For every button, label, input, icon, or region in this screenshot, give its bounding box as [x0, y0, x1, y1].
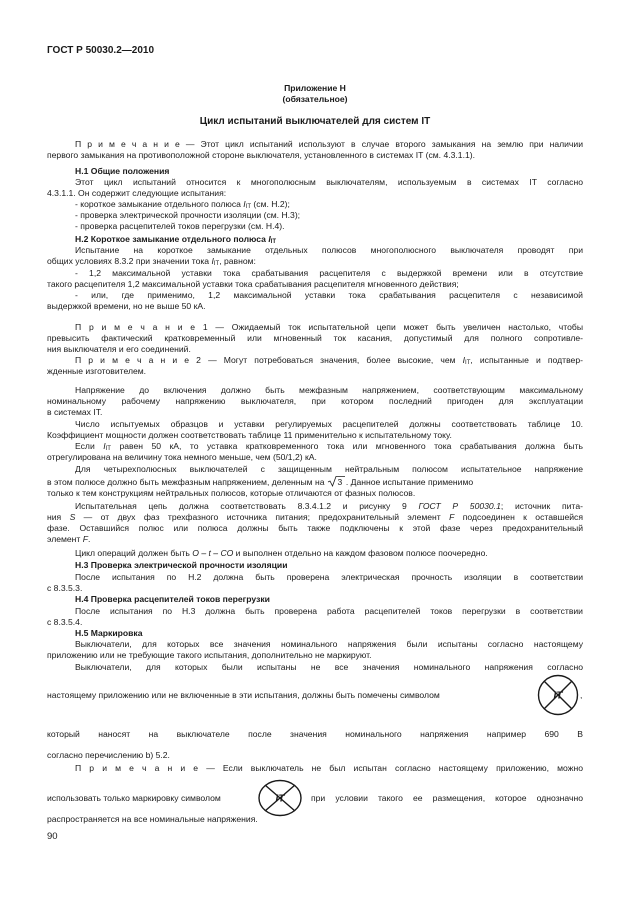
- symbol-comma: ,: [580, 690, 583, 700]
- h2-line-2: общих условиях 8.3.2 при значении тока $I_{IT}$, равном:: [47, 256, 256, 267]
- if-line-1: Если $I_{IT}$ равен 50 кА, то уставка кратковременного тока или мгновенного тока срабатывания должна быть: [75, 441, 583, 452]
- note-2-line-1: П р и м е ч а н и е 2 — Могут потребоваться значения, более высокие, чем $I_{IT}$, испытанные и подтвер-: [75, 355, 583, 366]
- note-1-line-2: превысить фактический кратковременный или мгновенный ток касания, допустимый для полного сопротивле-: [47, 333, 583, 343]
- h5-line-1: Выключатели, для которых все значения номинального напряжения были испытаны согласно настоящему: [75, 639, 583, 649]
- note-1-line-1: П р и м е ч а н и е 1 — Ожидаемый ток испытательной цепи может быть увеличен настолько, чтобы: [75, 322, 583, 332]
- h5-line-2: приложению или не требующие такого испытания, дополнительно не маркируют.: [47, 650, 372, 660]
- h2-line-1: Испытание на короткое замыкание отдельных полюсов многополюсного выключателя проводят при: [75, 245, 583, 255]
- h4-line-2: с 8.3.5.4.: [47, 617, 83, 627]
- section-h1-title: Н.1 Общие положения: [75, 166, 170, 176]
- h5-line-5: который наносят на выключателе после значения номинального напряжения например 690 В: [47, 729, 583, 739]
- if-line-2: отрегулирована на величину тока немного меньше, чем (50/1,2) кА.: [47, 452, 317, 462]
- note-3-line-3: распространяется на все номинальные напряжения.: [47, 814, 258, 824]
- svg-text:IT: IT: [275, 793, 285, 805]
- h5-line-4: настоящему приложению или не включенные в эти испытания, должны быть помечены символом: [47, 690, 440, 700]
- circuit-line-4: элемент F.: [47, 534, 91, 544]
- it-not-tested-symbol-icon: [537, 674, 579, 716]
- note-2-line-2: жденные изготовителем.: [47, 366, 147, 376]
- section-h4-title: Н.4 Проверка расцепителей токов перегрузки: [75, 594, 270, 604]
- h4-line-1: После испытания по Н.3 должна быть проверена работа расцепителей токов перегрузки в соответствии: [75, 606, 583, 616]
- page-number: 90: [47, 831, 58, 842]
- h3-line-1: После испытания по Н.2 должна быть проверена электрическая прочность изоляции в соответствии: [75, 572, 583, 582]
- section-h3-title: Н.3 Проверка электрической прочности изоляции: [75, 560, 288, 570]
- note-3-line-2b: при условии такого ее размещения, которое однозначно: [311, 793, 583, 803]
- svg-text:IT: IT: [553, 690, 563, 702]
- note-intro-line-1: П р и м е ч а н и е — Этот цикл испытаний используют в случае второго замыкания на землю при наличии: [75, 139, 583, 149]
- four-pole-line-2: в этом полюсе должно быть межфазным напряжением, деленным на 3 . Данное испытание применимо: [47, 476, 583, 490]
- h2-line-6: выдержкой времени, но не выше 50 кА.: [47, 301, 206, 311]
- svg-text:3: 3: [337, 477, 343, 487]
- circuit-line-1: Испытательная цепь должна соответствовать 8.3.4.1.2 и рисунку 9 ГОСТ Р 50030.1; источник питa-: [75, 501, 583, 511]
- h2-line-5: - или, где применимо, 1,2 максимальной уставки тока срабатывания расцепителя с независимой: [75, 290, 583, 300]
- appendix-title: Приложение Н: [284, 83, 346, 93]
- document-id: ГОСТ Р 50030.2—2010: [47, 45, 155, 56]
- note-1-line-3: ния выключателя и его соединений.: [47, 344, 191, 354]
- h1-bullet-1: - короткое замыкание отдельного полюса $I_{IT}$ (см. Н.2);: [75, 199, 290, 210]
- note-intro-line-2: первого замыкания на противоположной стороне выключателя, установленного в системах IT (см. 4.3.1.1).: [47, 150, 475, 160]
- h1-bullet-2: - проверка электрической прочности изоляции (см. Н.3);: [75, 210, 301, 220]
- it-not-tested-symbol-icon-note: [257, 779, 303, 817]
- section-h2-title: Н.2 Короткое замыкание отдельного полюса $I_{IT}$: [75, 234, 277, 245]
- samples-line-2: Коэффициент мощности должен соответствовать таблице 11 применительно к испытательному току.: [47, 430, 452, 440]
- h5-line-3: Выключатели, для которых были испытаны не все значения номинального напряжения согласно: [75, 662, 583, 672]
- circuit-line-3: фазе. Оставшийся полюс или полюса должны быть также подключены к этой фазе через предохранительный: [47, 523, 583, 533]
- voltage-line-3: в системах IT.: [47, 407, 103, 417]
- four-pole-line-3: только к тем конструкциям нейтральных полюсов, которые отличаются от фазных полюсов.: [47, 488, 416, 498]
- appendix-status: (обязательное): [282, 94, 348, 104]
- note-3-line-1: П р и м е ч а н и е — Если выключатель не был испытан согласно настоящему приложению, можно: [75, 763, 583, 773]
- h3-line-2: с 8.3.5.3.: [47, 583, 83, 593]
- h2-line-3: - 1,2 максимальной уставки тока срабатывания расцепителя с выдержкой времени или в отсутствие: [75, 268, 583, 278]
- section-h5-title: Н.5 Маркировка: [75, 628, 143, 638]
- section-title: Цикл испытаний выключателей для систем IT: [199, 116, 431, 127]
- h1-line-2: 4.3.1.1. Он содержит следующие испытания:: [47, 188, 227, 198]
- h5-line-6: согласно перечислению b) 5.2.: [47, 750, 170, 760]
- four-pole-line-1: Для четырехполюсных выключателей с защищенным нейтральным полюсом испытательное напряжение: [75, 464, 583, 474]
- h1-bullet-3: - проверка расцепителей токов перегрузки (см. Н.4).: [75, 221, 285, 231]
- note-3-line-2a: использовать только маркировку символом: [47, 793, 221, 803]
- samples-line-1: Число испытуемых образцов и уставки регулируемых расцепителей должны соответствовать таблице 10.: [75, 419, 583, 429]
- voltage-line-2: номинальному рабочему напряжению выключателя, при котором последний пригоден для эксплуатации: [47, 396, 583, 406]
- voltage-line-1: Напряжение до включения должно быть межфазным напряжением, соответствующим максимальному: [75, 385, 583, 395]
- cycle-line: Цикл операций должен быть О – t – СО и выполнен отдельно на каждом фазовом полюсе поочередно.: [75, 548, 488, 558]
- h1-line-1: Этот цикл испытаний относится к многополюсным выключателям, используемым в системах IT согласно: [75, 177, 583, 187]
- h2-line-4: такого расцепителя 1,2 максимальной уставки тока срабатывания расцепителя мгновенного действия;: [47, 279, 459, 289]
- circuit-line-2: ния S — от двух фаз трехфазного источника питания; предохранительный элемент F подсоединен к оставшейся: [47, 512, 583, 522]
